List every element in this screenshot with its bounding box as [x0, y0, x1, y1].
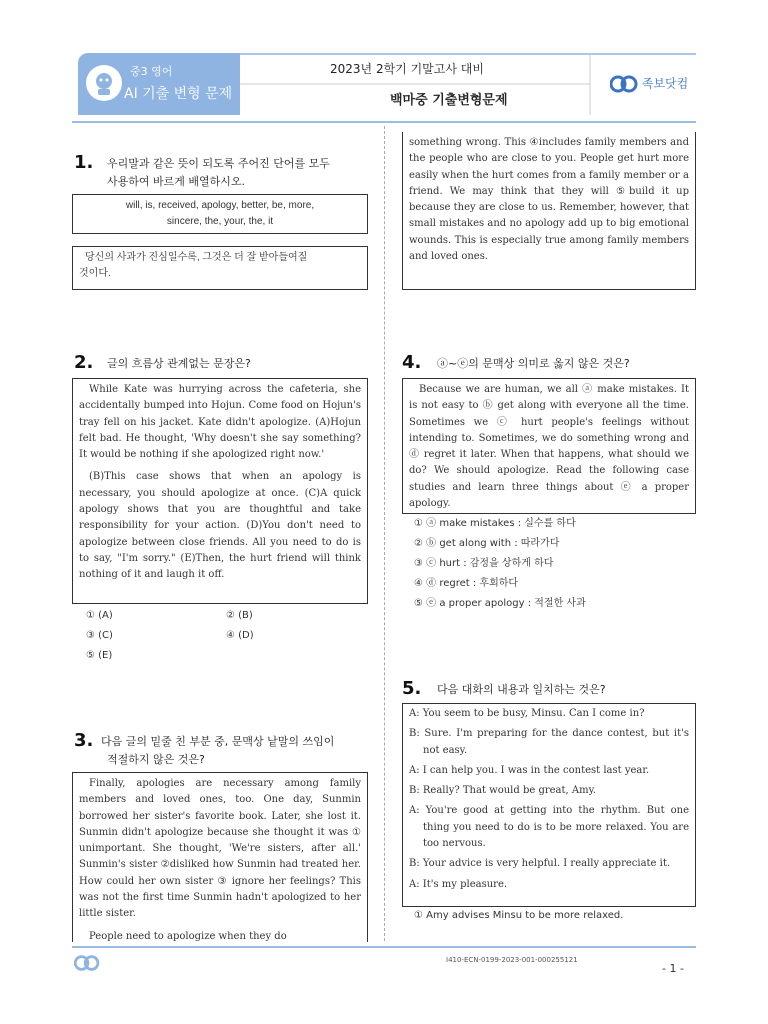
badge-title: AI 기출 변형 문제 [124, 86, 233, 102]
q4-prompt: ⓐ~ⓔ의 문맥상 의미로 옳지 않은 것은? [437, 357, 630, 370]
q3-prompt-line1: 다음 글의 밑줄 친 부분 중, 문맥상 낱말의 쓰임이 [101, 735, 335, 748]
q5-line-4: B: Really? That would be great, Amy. [409, 785, 597, 797]
logo [610, 73, 688, 95]
q5-dialogue [402, 703, 696, 907]
q3-paragraph-2: People need to apologize when they do [89, 930, 287, 942]
header-badge [78, 53, 240, 115]
q4-option-2[interactable]: ② ⓑ get along with : 따라가다 [414, 538, 560, 549]
q1-prompt-line1: 우리말과 같은 뜻이 되도록 주어진 단어를 모두 [107, 157, 330, 170]
column-divider [384, 126, 386, 941]
q2-option-5[interactable]: ⑤ (E) [86, 650, 113, 661]
q2-option-1[interactable]: ① (A) [86, 610, 113, 621]
exam-title: 2023년 2학기 기말고사 대비 [330, 62, 484, 76]
q2-prompt: 글의 흐름상 관계없는 문장은? [107, 357, 251, 370]
page-number: - 1 - [662, 962, 684, 975]
q3-prompt [101, 733, 371, 769]
footer-logo-icon [74, 953, 100, 977]
q5-line-6: B: Your advice is very helpful. I really appreciate it. [409, 858, 671, 870]
q5-number: 5. [402, 678, 422, 699]
logo-text: 족보닷컴 [641, 76, 689, 91]
q5-line-1: A: You seem to be busy, Minsu. Can I come in? [409, 708, 645, 719]
q3-number: 3. [74, 730, 94, 751]
school-title: 백마중 기출변형문제 [390, 93, 508, 108]
q4-passage [402, 378, 696, 514]
document-code: I410-ECN-0199-2023-001-000255121 [446, 956, 578, 964]
q5-prompt: 다음 대화의 내용과 일치하는 것은? [437, 683, 606, 696]
q1-korean-box [72, 246, 368, 290]
q3-paragraph-1: Finally, apologies are necessary among family members and loved ones, too. One day, Sunmin borrowed her sister's favorite book. Later, she lost it. Sunmin didn't apologize because she thought it was ① unimportant. She thought, 'We're sisters, after all.' Sunmin's sister ②disliked how Sunmin had treated her. How could her own sister ③ ignore her feelings? This was not the first time Sunmin hadn't apologized to her little sister. [79, 778, 361, 920]
q2-option-2[interactable]: ② (B) [226, 610, 253, 621]
robot-icon [86, 65, 122, 101]
q4-option-4[interactable]: ④ ⓓ regret : 후회하다 [414, 578, 519, 589]
q4-option-3[interactable]: ③ ⓒ hurt : 감정을 상하게 하다 [414, 558, 554, 569]
q5-line-3: A: I can help you. I was in the contest last year. [409, 764, 650, 776]
q1-prompt [107, 155, 369, 191]
q1-korean-line2: 것이다. [79, 268, 111, 280]
q1-words-line1: will, is, received, apology, better, be, more, [125, 200, 315, 211]
logo-icon [610, 73, 638, 95]
q1-words-line2: sincere, the, your, the, it [166, 216, 274, 228]
q3-continued-text: something wrong. This ④includes family members and the people who are close to you. People get hurt more easily when the hurt comes from a family member or a friend. We may think that they will ⑤build it up because they are close to us. Remember, however, that small mistakes and no apology add up to big emotional wounds. This is especially true among family members and loved ones. [409, 137, 689, 263]
q2-option-3[interactable]: ③ (C) [86, 630, 113, 641]
q5-option-1[interactable]: ① Amy advises Minsu to be more relaxed. [414, 910, 624, 921]
q2-number: 2. [74, 352, 94, 373]
q5-line-2: B: Sure. I'm preparing for the dance contest, but it's not easy. [409, 728, 689, 756]
footer-divider [72, 946, 696, 948]
q4-option-5[interactable]: ⑤ ⓔ a proper apology : 적절한 사과 [414, 598, 586, 609]
q2-paragraph-1: While Kate was hurrying across the cafeteria, she accidentally bumped into Hojun. Come food on Hojun's tray fell on his jacket. Kate didn't apologize. (A)Hojun felt bad. He thought, 'Why doesn't she say something? It would be nothing if she apologized right now.' [79, 384, 361, 461]
q1-prompt-line2: 사용하여 바르게 배열하시오. [107, 175, 246, 188]
q3-passage-continued [402, 132, 696, 290]
grade-label: 중3 영어 [130, 65, 173, 78]
q5-line-5: A: You're good at getting into the rhythm. But one thing you need to do is to be more relaxed. You are too nervous. [409, 805, 689, 850]
q1-number: 1. [74, 152, 94, 173]
q1-korean-line1: 당신의 사과가 진심일수록, 그것은 더 잘 받아들여질 [85, 252, 308, 263]
q4-text: Because we are human, we all ⓐ make mistakes. It is not easy to ⓑ get along with everyone all the time. Sometimes we ⓒ hurt people's feelings without intending to. Sometimes, we do something wrong and ⓓ regret it later. When that happens, what should we do? We should apologize. Read the following case studies and learn three things about ⓔ a proper apology. [409, 384, 689, 510]
q3-passage [72, 772, 368, 942]
q4-option-1[interactable]: ① ⓐ make mistakes : 실수를 하다 [414, 518, 576, 529]
q5-line-7: A: It's my pleasure. [409, 878, 508, 890]
q2-passage [72, 378, 368, 604]
q1-word-box [72, 194, 368, 234]
q2-paragraph-2: (B)This case shows that when an apology is necessary, you should apologize at once. (C)A quick apology shows that you are thoughtful and take responsibility for your action. (D)You don't need to apologize between close friends. All you need to do is to say, "I'm sorry." (E)Then, the hurt friend will think nothing of it and laugh it off. [79, 471, 361, 581]
q4-number: 4. [402, 352, 422, 373]
q3-prompt-line2: 적절하지 않은 것은? [107, 753, 205, 766]
header-divider [72, 121, 696, 123]
q2-option-4[interactable]: ④ (D) [226, 630, 254, 641]
